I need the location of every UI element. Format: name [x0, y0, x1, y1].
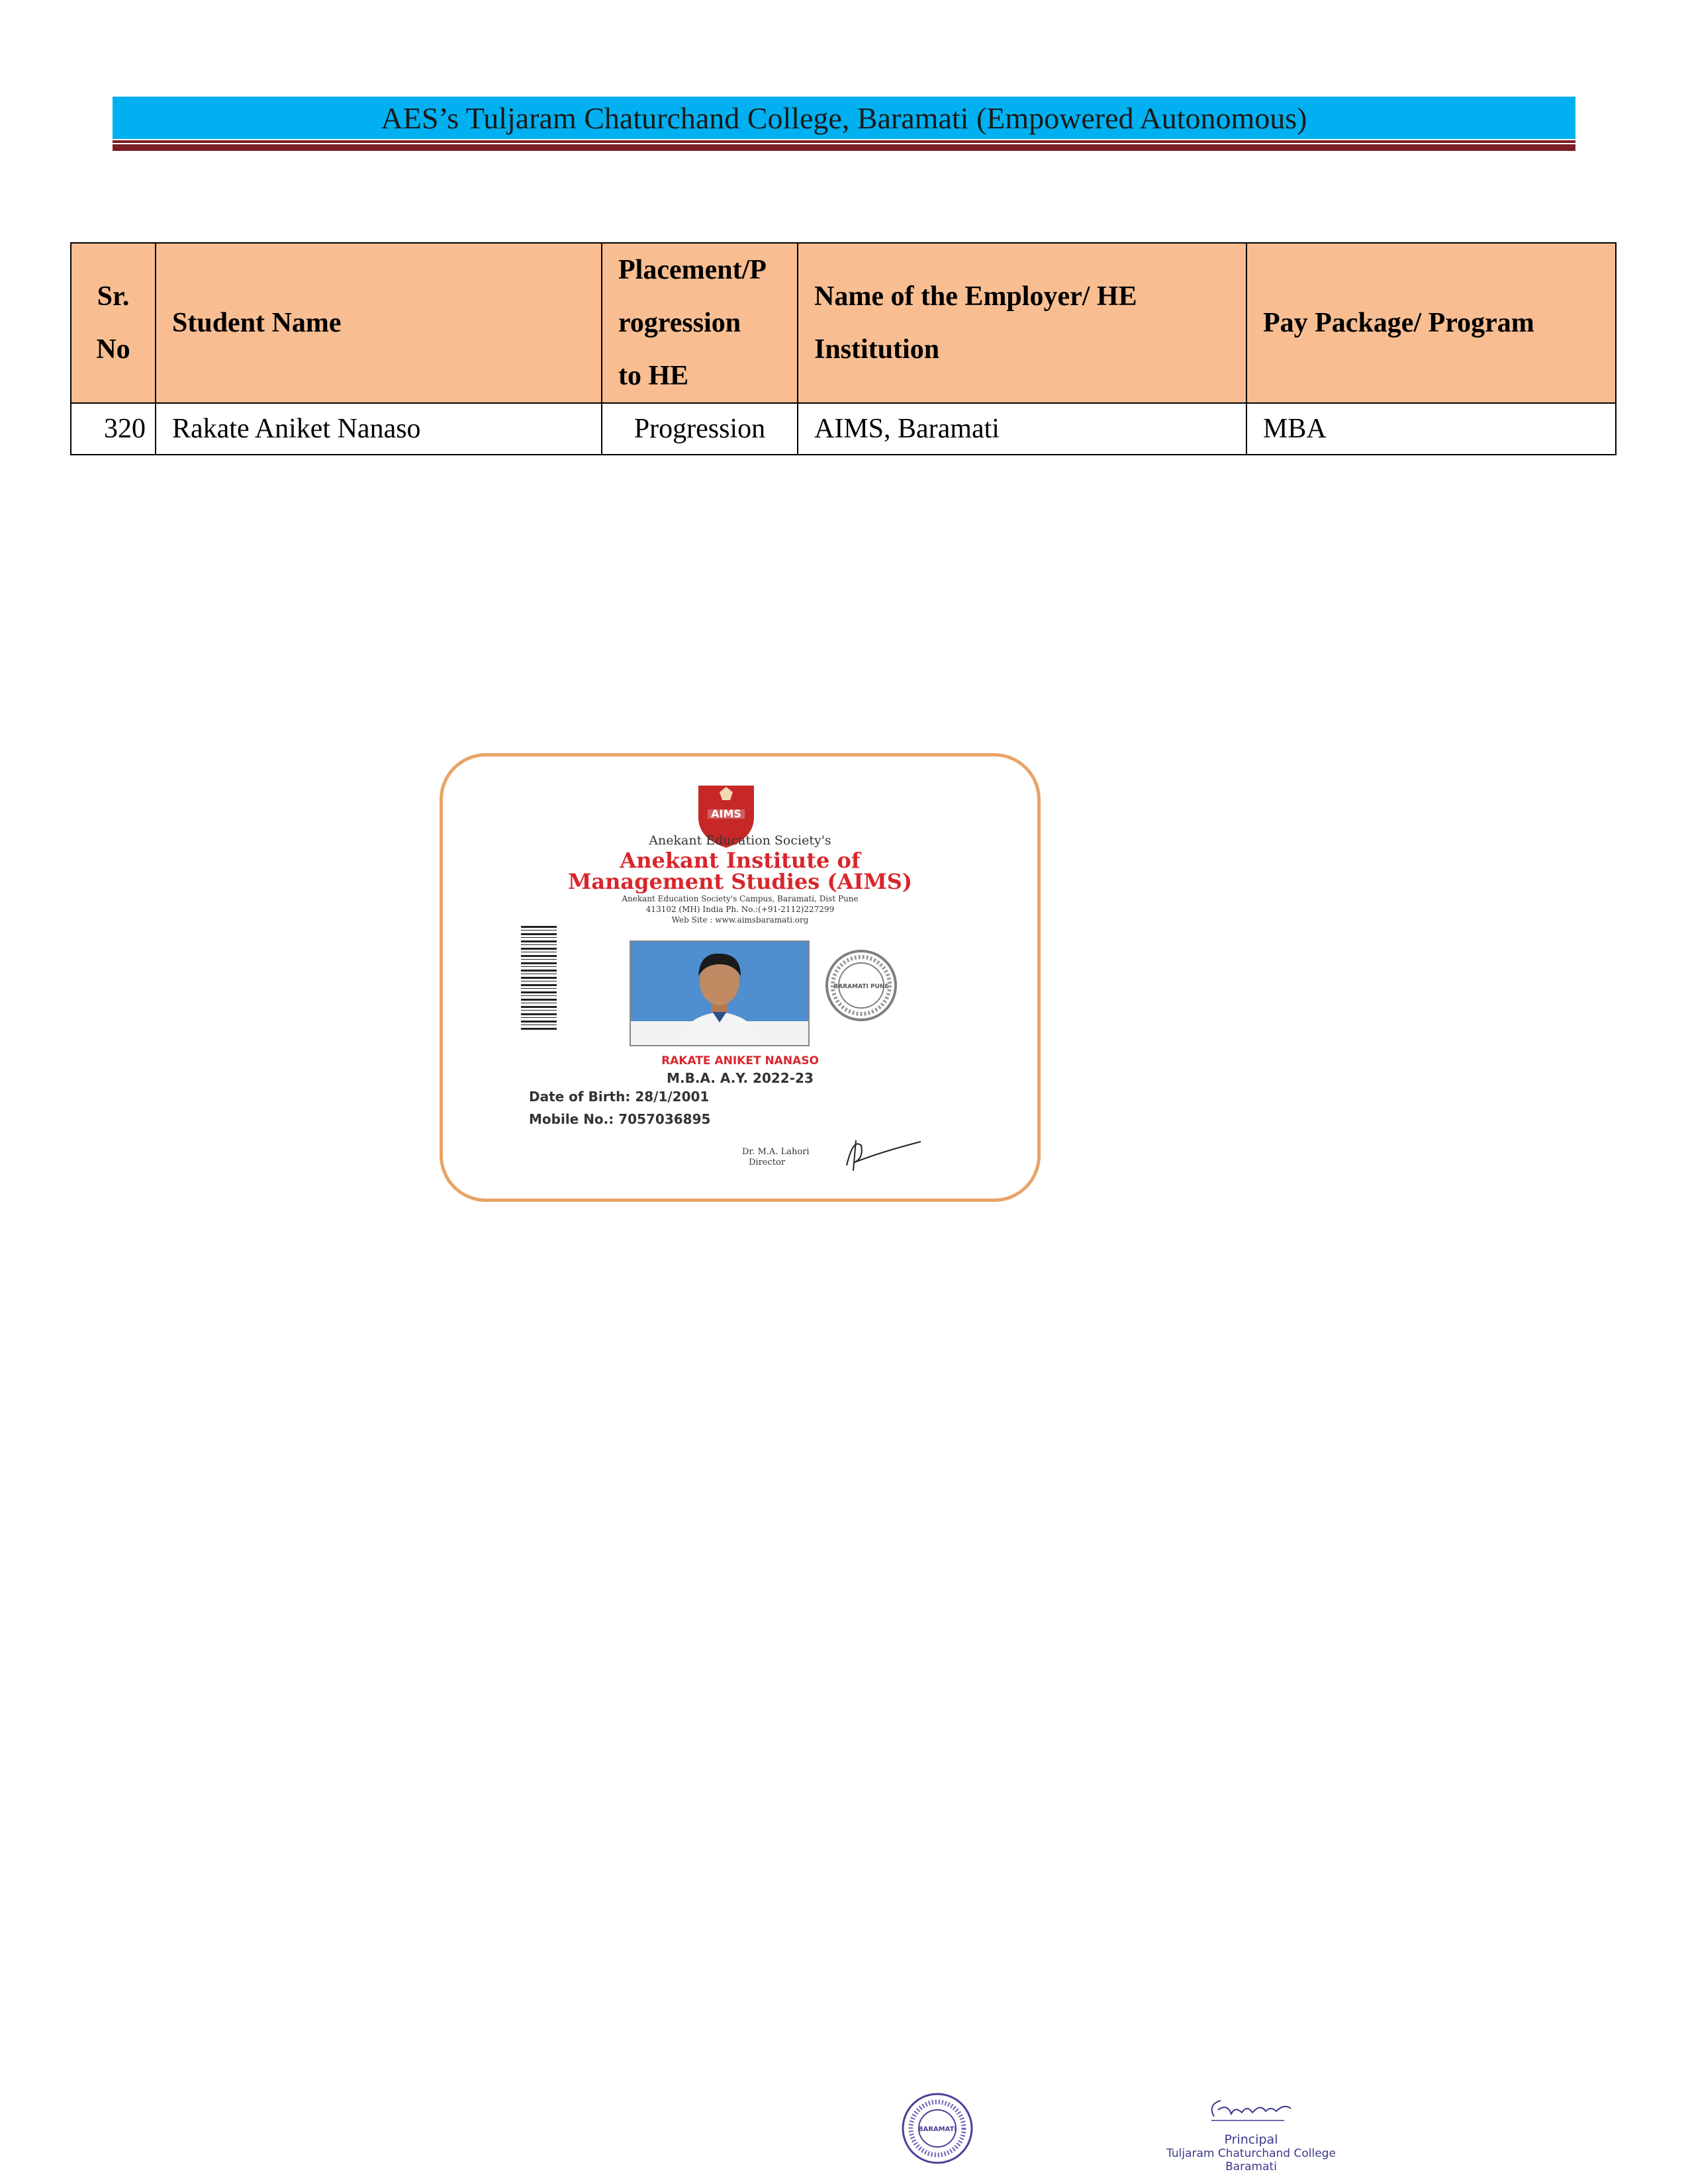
header-line: to HE	[618, 361, 689, 391]
cell-program: MBA	[1246, 403, 1616, 455]
header-line: Name of the Employer/ HE	[814, 281, 1137, 312]
card-address-line2: 413102 (MH) India Ph. No.:(+91-2112)227299	[645, 905, 835, 914]
principal-college: Tuljaram Chaturchand College	[1166, 2147, 1336, 2160]
institute-stamp-icon	[824, 948, 898, 1023]
student-photo	[630, 940, 810, 1046]
column-header-program	[1246, 243, 1616, 403]
header-line: Placement/P	[618, 255, 767, 285]
cell-sr-no: 320	[71, 403, 156, 455]
header-line: Pay Package/ Program	[1263, 308, 1534, 338]
header-line: No	[96, 334, 130, 365]
column-header-placement	[602, 243, 798, 403]
header-rule-thick	[113, 144, 1575, 151]
header-line: Institution	[814, 334, 940, 365]
header-rule-thin	[113, 140, 1575, 143]
column-header-sr-no	[71, 243, 156, 403]
card-institute-line2: Management Studies (AIMS)	[567, 869, 913, 894]
header-line: Sr.	[97, 281, 130, 312]
card-mobile: Mobile No.: 7057036895	[529, 1111, 711, 1127]
card-website: Web Site : www.aimsbaramati.org	[671, 915, 809, 925]
barcode-icon	[521, 926, 557, 1032]
table-header-row	[71, 243, 1616, 403]
column-header-student-name	[156, 243, 602, 403]
card-course: M.B.A. A.Y. 2022-23	[667, 1070, 814, 1086]
svg-text:BARAMATI PUNE: BARAMATI PUNE	[833, 983, 889, 990]
card-society-name: Anekant Education Society's	[649, 833, 831, 848]
card-director-name: Dr. M.A. Lahori	[742, 1147, 810, 1157]
student-id-card	[440, 753, 1041, 1202]
card-student-name: RAKATE ANIKET NANASO	[661, 1054, 819, 1068]
cell-employer: AIMS, Baramati	[798, 403, 1246, 455]
placement-table	[70, 242, 1617, 455]
svg-text:AIMS: AIMS	[711, 807, 741, 820]
header-line: rogression	[618, 308, 741, 338]
principal-city: Baramati	[1225, 2160, 1277, 2173]
card-address-line1: Anekant Education Society's Campus, Baramati, Dist Pune	[622, 894, 859, 903]
table-row	[71, 403, 1616, 455]
principal-signature-icon	[1205, 2097, 1297, 2130]
card-institute-line1: Anekant Institute of	[620, 848, 861, 873]
college-seal-icon	[900, 2091, 974, 2165]
principal-signature-block	[1152, 2132, 1350, 2173]
page-title: AES’s Tuljaram Chaturchand College, Baramati (Empowered Autonomous)	[381, 101, 1307, 135]
card-date-of-birth: Date of Birth: 28/1/2001	[529, 1089, 710, 1105]
svg-text:BARAMATI: BARAMATI	[917, 2126, 957, 2133]
header-line: Student Name	[172, 308, 342, 338]
cell-placement: Progression	[602, 403, 798, 455]
card-director-title: Director	[749, 1158, 786, 1167]
cell-student-name: Rakate Aniket Nanaso	[156, 403, 602, 455]
header-band	[113, 97, 1575, 139]
column-header-employer	[798, 243, 1246, 403]
principal-title: Principal	[1224, 2132, 1278, 2147]
